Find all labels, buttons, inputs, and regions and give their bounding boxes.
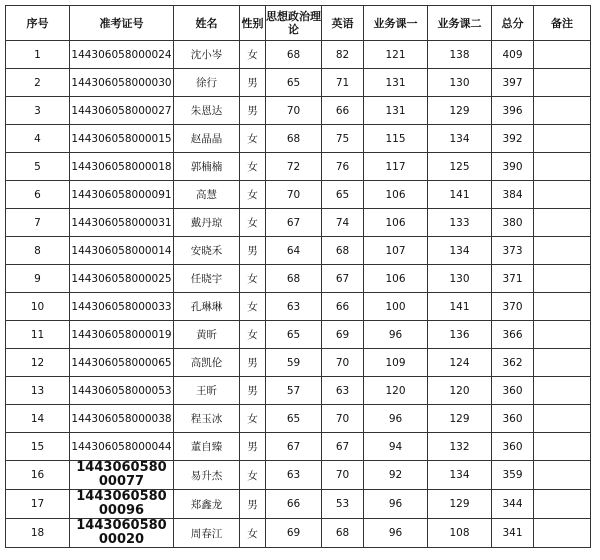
cell-total: 360 [492, 433, 534, 461]
cell-course-2: 134 [428, 125, 492, 153]
cell-total: 409 [492, 41, 534, 69]
table-row [6, 41, 591, 69]
cell-note [534, 237, 591, 265]
cell-exam-id: 144306058000091 [70, 181, 174, 209]
cell-no: 18 [6, 519, 70, 548]
cell-no: 6 [6, 181, 70, 209]
cell-sex: 男 [240, 97, 266, 125]
cell-english: 63 [322, 377, 364, 405]
cell-english: 70 [322, 405, 364, 433]
header-name: 姓名 [174, 6, 240, 41]
cell-course-1: 131 [364, 69, 428, 97]
cell-name: 朱恩达 [174, 97, 240, 125]
cell-course-1: 109 [364, 349, 428, 377]
table-row [6, 377, 591, 405]
cell-name: 赵晶晶 [174, 125, 240, 153]
cell-total: 362 [492, 349, 534, 377]
cell-exam-id: 144306058000027 [70, 97, 174, 125]
cell-total: 341 [492, 519, 534, 548]
cell-sex: 男 [240, 237, 266, 265]
cell-english: 82 [322, 41, 364, 69]
cell-exam-id: 144306058000044 [70, 433, 174, 461]
cell-name: 戴丹琼 [174, 209, 240, 237]
cell-note [534, 265, 591, 293]
cell-sex: 女 [240, 519, 266, 548]
header-no: 序号 [6, 6, 70, 41]
cell-english: 75 [322, 125, 364, 153]
cell-course-1: 120 [364, 377, 428, 405]
cell-note [534, 293, 591, 321]
cell-name: 郑鑫龙 [174, 490, 240, 519]
cell-english: 65 [322, 181, 364, 209]
cell-course-1: 106 [364, 209, 428, 237]
cell-course-2: 133 [428, 209, 492, 237]
header-row [6, 6, 591, 41]
cell-name: 程玉冰 [174, 405, 240, 433]
cell-politics: 65 [266, 69, 322, 97]
cell-course-1: 96 [364, 490, 428, 519]
cell-politics: 70 [266, 97, 322, 125]
cell-no: 3 [6, 97, 70, 125]
cell-name: 周春江 [174, 519, 240, 548]
cell-politics: 63 [266, 293, 322, 321]
cell-english: 69 [322, 321, 364, 349]
cell-sex: 女 [240, 153, 266, 181]
cell-course-2: 136 [428, 321, 492, 349]
cell-note [534, 41, 591, 69]
cell-course-2: 141 [428, 181, 492, 209]
cell-course-2: 129 [428, 405, 492, 433]
cell-total: 384 [492, 181, 534, 209]
cell-exam-id: 144306058000031 [70, 209, 174, 237]
table-row [6, 461, 591, 490]
cell-politics: 72 [266, 153, 322, 181]
cell-total: 360 [492, 377, 534, 405]
cell-note [534, 181, 591, 209]
cell-exam-id: 144306058000096 [70, 490, 174, 519]
cell-course-1: 96 [364, 519, 428, 548]
cell-sex: 女 [240, 125, 266, 153]
cell-course-2: 120 [428, 377, 492, 405]
cell-politics: 57 [266, 377, 322, 405]
cell-name: 高凯伦 [174, 349, 240, 377]
cell-politics: 70 [266, 181, 322, 209]
table-body [6, 41, 591, 548]
cell-no: 13 [6, 377, 70, 405]
cell-note [534, 519, 591, 548]
cell-no: 11 [6, 321, 70, 349]
cell-sex: 女 [240, 293, 266, 321]
cell-total: 392 [492, 125, 534, 153]
cell-course-2: 138 [428, 41, 492, 69]
cell-exam-id: 144306058000030 [70, 69, 174, 97]
cell-total: 371 [492, 265, 534, 293]
cell-exam-id: 144306058000038 [70, 405, 174, 433]
cell-politics: 67 [266, 209, 322, 237]
cell-note [534, 153, 591, 181]
cell-english: 74 [322, 209, 364, 237]
header-sex: 性别 [240, 6, 266, 41]
cell-course-1: 117 [364, 153, 428, 181]
cell-course-1: 107 [364, 237, 428, 265]
cell-exam-id: 144306058000024 [70, 41, 174, 69]
cell-english: 53 [322, 490, 364, 519]
cell-sex: 女 [240, 405, 266, 433]
score-table [5, 5, 591, 548]
cell-course-1: 96 [364, 321, 428, 349]
cell-course-1: 100 [364, 293, 428, 321]
cell-exam-id: 144306058000077 [70, 461, 174, 490]
header-total: 总分 [492, 6, 534, 41]
cell-course-1: 92 [364, 461, 428, 490]
cell-no: 16 [6, 461, 70, 490]
cell-sex: 男 [240, 490, 266, 519]
cell-name: 郭楠楠 [174, 153, 240, 181]
cell-no: 7 [6, 209, 70, 237]
header-course-1: 业务课一 [364, 6, 428, 41]
cell-sex: 女 [240, 265, 266, 293]
cell-no: 5 [6, 153, 70, 181]
cell-english: 67 [322, 265, 364, 293]
cell-note [534, 461, 591, 490]
cell-no: 17 [6, 490, 70, 519]
cell-course-2: 129 [428, 97, 492, 125]
cell-name: 董自臻 [174, 433, 240, 461]
cell-total: 373 [492, 237, 534, 265]
cell-course-2: 132 [428, 433, 492, 461]
cell-note [534, 321, 591, 349]
score-table-container [5, 5, 591, 548]
cell-name: 徐行 [174, 69, 240, 97]
cell-politics: 65 [266, 321, 322, 349]
cell-exam-id: 144306058000015 [70, 125, 174, 153]
cell-sex: 男 [240, 433, 266, 461]
cell-sex: 男 [240, 377, 266, 405]
header-note: 备注 [534, 6, 591, 41]
cell-exam-id: 144306058000019 [70, 321, 174, 349]
cell-politics: 64 [266, 237, 322, 265]
cell-course-2: 108 [428, 519, 492, 548]
cell-name: 任晓宇 [174, 265, 240, 293]
cell-total: 344 [492, 490, 534, 519]
cell-politics: 67 [266, 433, 322, 461]
cell-note [534, 97, 591, 125]
cell-note [534, 125, 591, 153]
cell-name: 黄昕 [174, 321, 240, 349]
cell-total: 397 [492, 69, 534, 97]
cell-name: 沈小岑 [174, 41, 240, 69]
cell-name: 易升杰 [174, 461, 240, 490]
cell-course-2: 124 [428, 349, 492, 377]
cell-sex: 女 [240, 461, 266, 490]
cell-note [534, 433, 591, 461]
cell-name: 王昕 [174, 377, 240, 405]
cell-name: 安晓禾 [174, 237, 240, 265]
cell-politics: 69 [266, 519, 322, 548]
cell-note [534, 377, 591, 405]
cell-politics: 59 [266, 349, 322, 377]
cell-politics: 68 [266, 125, 322, 153]
cell-total: 370 [492, 293, 534, 321]
cell-no: 8 [6, 237, 70, 265]
cell-sex: 男 [240, 349, 266, 377]
cell-note [534, 69, 591, 97]
table-row [6, 181, 591, 209]
table-row [6, 433, 591, 461]
cell-sex: 男 [240, 69, 266, 97]
cell-exam-id: 144306058000025 [70, 265, 174, 293]
cell-no: 12 [6, 349, 70, 377]
cell-no: 14 [6, 405, 70, 433]
cell-english: 68 [322, 237, 364, 265]
cell-exam-id: 144306058000053 [70, 377, 174, 405]
cell-no: 1 [6, 41, 70, 69]
cell-no: 15 [6, 433, 70, 461]
table-row [6, 237, 591, 265]
cell-english: 68 [322, 519, 364, 548]
header-politics: 思想政治理论 [266, 6, 322, 41]
table-row [6, 125, 591, 153]
table-row [6, 153, 591, 181]
cell-no: 10 [6, 293, 70, 321]
cell-exam-id: 144306058000020 [70, 519, 174, 548]
cell-exam-id: 144306058000014 [70, 237, 174, 265]
cell-course-1: 106 [364, 265, 428, 293]
cell-note [534, 209, 591, 237]
table-row [6, 321, 591, 349]
cell-english: 70 [322, 349, 364, 377]
cell-no: 2 [6, 69, 70, 97]
cell-course-2: 134 [428, 461, 492, 490]
cell-course-1: 106 [364, 181, 428, 209]
cell-english: 67 [322, 433, 364, 461]
cell-english: 70 [322, 461, 364, 490]
cell-politics: 68 [266, 265, 322, 293]
cell-note [534, 349, 591, 377]
cell-note [534, 405, 591, 433]
cell-total: 390 [492, 153, 534, 181]
cell-english: 71 [322, 69, 364, 97]
cell-total: 396 [492, 97, 534, 125]
cell-name: 孔琳琳 [174, 293, 240, 321]
cell-no: 9 [6, 265, 70, 293]
cell-course-2: 130 [428, 69, 492, 97]
cell-name: 高慧 [174, 181, 240, 209]
cell-course-1: 121 [364, 41, 428, 69]
cell-politics: 65 [266, 405, 322, 433]
cell-course-2: 134 [428, 237, 492, 265]
cell-sex: 女 [240, 321, 266, 349]
table-row [6, 265, 591, 293]
table-row [6, 293, 591, 321]
cell-course-2: 141 [428, 293, 492, 321]
cell-exam-id: 144306058000018 [70, 153, 174, 181]
cell-english: 66 [322, 293, 364, 321]
cell-course-2: 130 [428, 265, 492, 293]
cell-course-2: 129 [428, 490, 492, 519]
cell-exam-id: 144306058000065 [70, 349, 174, 377]
cell-course-1: 96 [364, 405, 428, 433]
table-row [6, 69, 591, 97]
table-row [6, 490, 591, 519]
cell-total: 360 [492, 405, 534, 433]
cell-sex: 女 [240, 181, 266, 209]
table-row [6, 405, 591, 433]
cell-course-1: 94 [364, 433, 428, 461]
cell-note [534, 490, 591, 519]
header-english: 英语 [322, 6, 364, 41]
table-row [6, 97, 591, 125]
cell-total: 380 [492, 209, 534, 237]
cell-politics: 63 [266, 461, 322, 490]
cell-course-2: 125 [428, 153, 492, 181]
cell-politics: 68 [266, 41, 322, 69]
header-exam-id: 准考证号 [70, 6, 174, 41]
table-row [6, 349, 591, 377]
header-course-2: 业务课二 [428, 6, 492, 41]
cell-politics: 66 [266, 490, 322, 519]
cell-course-1: 131 [364, 97, 428, 125]
cell-english: 66 [322, 97, 364, 125]
cell-exam-id: 144306058000033 [70, 293, 174, 321]
cell-sex: 女 [240, 41, 266, 69]
cell-english: 76 [322, 153, 364, 181]
cell-no: 4 [6, 125, 70, 153]
cell-total: 359 [492, 461, 534, 490]
table-row [6, 209, 591, 237]
cell-sex: 女 [240, 209, 266, 237]
table-row [6, 519, 591, 548]
cell-course-1: 115 [364, 125, 428, 153]
cell-total: 366 [492, 321, 534, 349]
